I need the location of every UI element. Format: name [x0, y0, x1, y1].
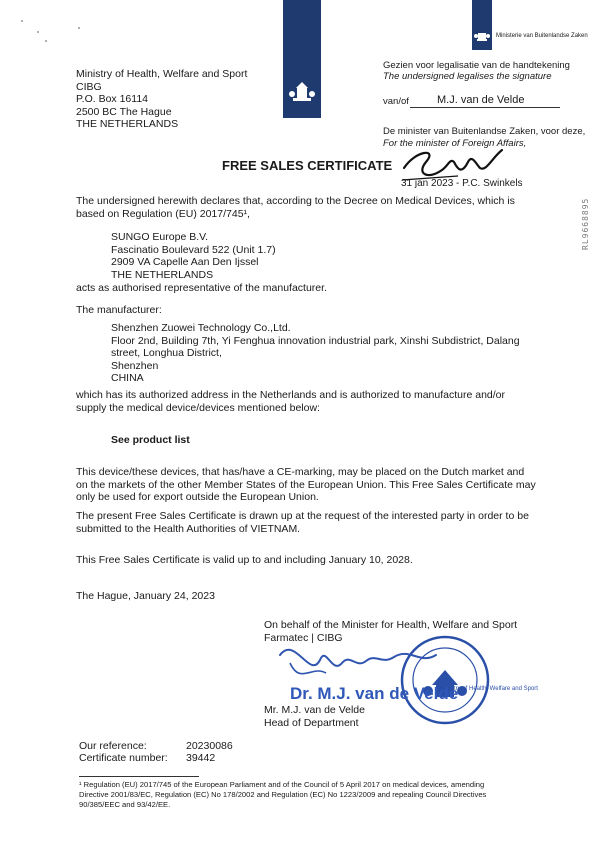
authorized-paragraph: which has its authorized address in the Netherlands and is authorized to manufacture and/or supply the medical device/devices mentioned below:	[76, 389, 506, 414]
reference-value: 20230086	[186, 740, 233, 752]
van-of-label: van/of	[383, 96, 409, 107]
van-of-underline	[410, 107, 560, 108]
footnote-rule	[79, 776, 199, 777]
foreign-affairs-label: Ministerie van Buitenlandse Zaken	[496, 33, 588, 39]
country: THE NETHERLANDS	[76, 118, 179, 131]
representative-address: SUNGO Europe B.V. Fascinatio Boulevard 522 (Unit 1.7) 2909 VA Capelle Aan Den Ijssel THE NETHERLANDS	[111, 231, 276, 281]
request-paragraph: The present Free Sales Certificate is drawn up at the request of the interested party in order to be submitted to the Health Authorities of VIETNAM.	[76, 510, 529, 535]
agency-name: CIBG	[76, 80, 102, 93]
certificate-number-value: 39442	[186, 752, 216, 764]
legalisation-nl: Gezien voor legalisatie van de handtekening	[383, 60, 570, 71]
intro-paragraph: The undersigned herewith declares that, according to the Decree on Medical Devices, which is based on Regulation (EU) 2017/745¹,	[76, 195, 515, 220]
signer-title: Head of Department	[264, 717, 359, 729]
certificate-title: FREE SALES CERTIFICATE	[222, 158, 393, 173]
farmatec-label: Farmatec | CIBG	[264, 632, 343, 644]
ce-paragraph: This device/these devices, that has/have a CE-marking, may be placed on the Dutch market and on the markets of the other Member States of the European Union. This Free Sales Certificate may only be used for export outside the European Union.	[76, 466, 536, 504]
signature-name: Dr. M.J. van de Velde	[290, 684, 459, 703]
reference-label: Our reference:	[79, 740, 147, 752]
manufacturer-address: Shenzhen Zuowei Technology Co.,Ltd. Floor 2nd, Building 7th, Yi Fenghua innovation industrial park, Xinshi Subdistrict, Dalang street, Longhua District, Shenzhen CHINA	[111, 322, 520, 385]
legalisation-date-signer: 31 jan 2023 - P.C. Swinkels	[401, 178, 523, 189]
product-list: See product list	[111, 434, 190, 446]
ministry-name: Ministry of Health, Welfare and Sport	[76, 68, 248, 80]
minister-en: For the minister of Foreign Affairs,	[383, 138, 527, 149]
ministry-stamp	[402, 637, 488, 723]
legalisation-en: The undersigned legalises the signature	[383, 71, 552, 82]
signer-name: Mr. M.J. van de Velde	[264, 704, 365, 716]
stamp-text: Ministry of Health, Welfare and Sport	[440, 686, 538, 692]
manufacturer-label: The manufacturer:	[76, 304, 162, 316]
city: 2500 BC The Hague	[76, 105, 172, 118]
sender-address	[76, 68, 247, 131]
foreign-affairs-emblem	[472, 0, 492, 50]
rijksoverheid-emblem	[283, 0, 321, 118]
on-behalf-text: On behalf of the Minister for Health, Welfare and Sport	[264, 619, 518, 631]
minister-nl: De minister van Buitenlandse Zaken, voor deze,	[383, 126, 586, 137]
po-box: P.O. Box 16114	[76, 93, 148, 106]
serial-number: RL9668895	[581, 197, 590, 250]
footnote: ¹ Regulation (EU) 2017/745 of the European Parliament and of the Council of 5 April 2017 on medical devices, amending Directive 2001/83/EC, Regulation (EC) No 178/2002 and Regulation (EC) No 1223/2009 and repealing Council Directives 90/385/EEC and 93/42/EE.	[79, 780, 487, 809]
certificate-number-label: Certificate number:	[79, 752, 168, 764]
acts-as-text: acts as authorised representative of the manufacturer.	[76, 282, 327, 294]
van-of-name: M.J. van de Velde	[437, 94, 525, 106]
place-date: The Hague, January 24, 2023	[76, 590, 215, 602]
validity-text: This Free Sales Certificate is valid up to and including January 10, 2028.	[76, 554, 413, 566]
